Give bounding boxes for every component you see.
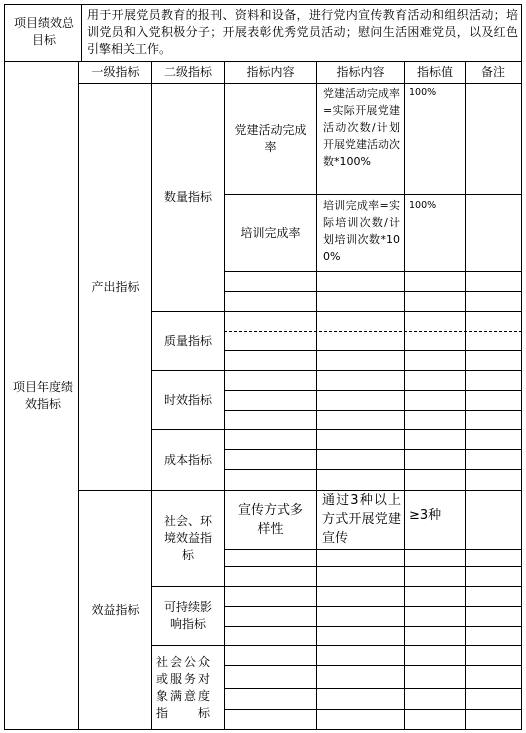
social-indicator-label xyxy=(152,491,224,586)
grid-line xyxy=(224,469,522,470)
satisfaction-indicator-text: 社会公众或服务对象满意度指标 xyxy=(156,654,210,720)
quantity-indicator-label xyxy=(152,84,224,311)
quantity-row1-formula-text: 党建活动完成率=实际开展党建活动次数/计划开展党建活动次数*100% xyxy=(323,87,400,168)
quantity-row1-name xyxy=(225,84,316,194)
quantity-row2-formula xyxy=(317,197,404,271)
grid-line xyxy=(224,331,522,332)
col-content-a-header xyxy=(225,62,316,82)
grid-line xyxy=(224,271,522,272)
col-value-header xyxy=(405,62,465,82)
quantity-row1-value-text: 100% xyxy=(409,87,437,98)
benefit-indicator-label xyxy=(80,491,151,729)
grid-line xyxy=(151,586,522,587)
grid-line xyxy=(78,61,79,730)
quantity-row1-value xyxy=(405,86,465,106)
grid-line xyxy=(224,665,522,666)
grid-line xyxy=(151,645,522,646)
annual-label-text: 项目年度绩效指标 xyxy=(13,379,74,411)
quality-indicator-label xyxy=(152,312,224,370)
cost-indicator-label xyxy=(152,430,224,490)
grid-line xyxy=(224,626,522,627)
grid-line xyxy=(151,61,152,730)
goal-text-content: 用于开展党员教育的报刊、资料和设备，进行党内宣传教育活动和组织活动；培训党员和入党积极分子；开展表彰优秀党员活动；慰问生活困难党员，以及红色引擎相关工作。 xyxy=(87,8,518,56)
grid-line xyxy=(4,4,5,730)
grid-line xyxy=(151,311,522,312)
quantity-row1-name-text: 党建活动完成率 xyxy=(234,123,307,154)
grid-line xyxy=(224,390,522,391)
grid-line xyxy=(224,194,522,195)
grid-line xyxy=(224,709,522,710)
timeliness-indicator-text: 时效指标 xyxy=(163,392,212,407)
col-level2-text: 二级指标 xyxy=(163,64,212,79)
grid-line xyxy=(224,566,522,567)
goal-label-text: 项目绩效总目标 xyxy=(13,16,74,47)
sustainable-indicator-label xyxy=(152,587,224,645)
grid-line xyxy=(224,61,225,730)
grid-line xyxy=(224,291,522,292)
social-row1-name-text: 宣传方式多样性 xyxy=(237,503,303,537)
col-note-text: 备注 xyxy=(480,64,505,79)
satisfaction-indicator-label xyxy=(152,646,224,729)
grid-line xyxy=(316,61,317,730)
grid-line xyxy=(465,61,466,730)
grid-line xyxy=(521,4,522,730)
output-indicator-text: 产出指标 xyxy=(91,279,140,294)
quantity-row2-value xyxy=(405,199,465,219)
grid-line xyxy=(78,83,522,84)
col-content-b-text: 指标内容 xyxy=(336,64,385,79)
quantity-row1-formula xyxy=(317,85,404,193)
goal-text xyxy=(84,6,520,60)
goal-label xyxy=(8,6,80,58)
grid-line xyxy=(224,549,522,550)
grid-line xyxy=(81,4,82,61)
sustainable-indicator-text: 可持续影响指标 xyxy=(163,600,212,631)
grid-line xyxy=(151,429,522,430)
output-indicator-label xyxy=(80,84,151,490)
quantity-row2-value-text: 100% xyxy=(409,200,437,211)
grid-line xyxy=(78,490,522,491)
social-row1-value xyxy=(405,506,465,528)
social-row1-name xyxy=(225,491,316,549)
grid-line xyxy=(4,729,522,730)
social-indicator-text: 社会、环境效益指标 xyxy=(163,514,212,562)
grid-line xyxy=(224,606,522,607)
col-content-b-header xyxy=(317,62,404,82)
grid-line xyxy=(4,61,522,62)
benefit-indicator-text: 效益指标 xyxy=(91,602,140,617)
grid-line xyxy=(224,350,522,351)
quantity-row2-name-text: 培训完成率 xyxy=(240,225,301,240)
quantity-row2-formula-text: 培训完成率=实际培训次数/计划培训次数*100% xyxy=(323,199,400,263)
grid-line xyxy=(151,370,522,371)
social-row1-value-text: ≥3种 xyxy=(409,508,442,523)
grid-line xyxy=(404,61,405,730)
grid-line xyxy=(224,410,522,411)
annual-label xyxy=(8,62,78,729)
social-row1-formula-text: 通过3种以上方式开展党建宣传 xyxy=(322,493,401,546)
col-level2-header xyxy=(152,62,224,82)
timeliness-indicator-label xyxy=(152,371,224,429)
grid-line xyxy=(224,688,522,689)
col-level1-text: 一级指标 xyxy=(91,64,140,79)
col-note-header xyxy=(466,62,520,82)
col-content-a-text: 指标内容 xyxy=(246,64,295,79)
col-value-text: 指标值 xyxy=(416,64,453,79)
quantity-indicator-text: 数量指标 xyxy=(163,190,212,204)
grid-line xyxy=(224,449,522,450)
col-level1-header xyxy=(80,62,151,82)
quality-indicator-text: 质量指标 xyxy=(163,333,212,348)
social-row1-formula xyxy=(317,491,404,549)
quantity-row2-name xyxy=(225,195,316,271)
cost-indicator-text: 成本指标 xyxy=(163,452,212,467)
